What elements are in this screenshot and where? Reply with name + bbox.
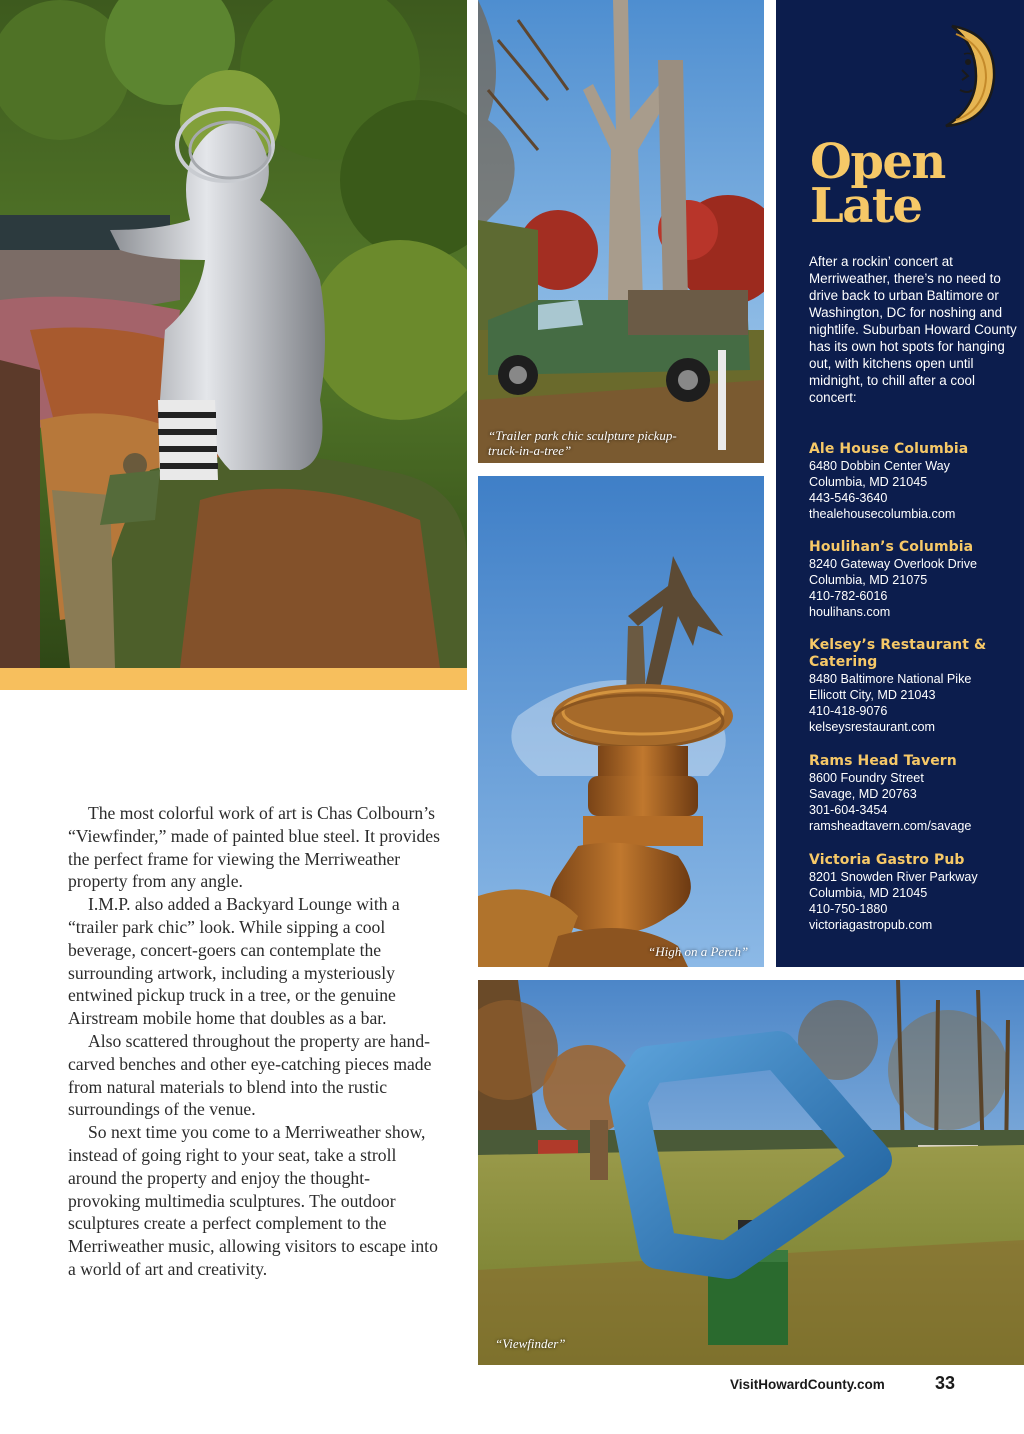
- venue-city: Columbia, MD 21045: [809, 886, 928, 900]
- crescent-moon-icon: [916, 24, 996, 128]
- venue-address: 8240 Gateway Overlook Drive: [809, 557, 977, 571]
- truck-photo-caption: “Trailer park chic sculpture pickup-truck-in-a-tree”: [488, 428, 677, 458]
- venue-phone: 301-604-3454: [809, 803, 888, 817]
- body-paragraph: Also scattered throughout the property are hand-carved benches and other eye-catching pieces made from natural materials to blend into the rustic surroundings of the venue.: [68, 1030, 432, 1120]
- venue-city: Columbia, MD 21045: [809, 475, 928, 489]
- venue-website: houlihans.com: [809, 605, 891, 619]
- venue-listing: [809, 753, 1021, 834]
- venue-address: 8480 Baltimore National Pike: [809, 672, 972, 686]
- venue-city: Savage, MD 20763: [809, 787, 917, 801]
- venue-phone: 410-782-6016: [809, 589, 888, 603]
- perch-photo-caption: “High on a Perch”: [648, 944, 749, 959]
- venue-address: 8201 Snowden River Parkway: [809, 870, 978, 884]
- open-late-sidebar: [776, 0, 1024, 967]
- viewfinder-sculpture-photo: [478, 980, 1024, 1365]
- venue-name: Ale House Columbia: [809, 441, 969, 457]
- venue-listing: [809, 441, 1021, 522]
- truck-in-tree-photo: [478, 0, 764, 463]
- page-number: 33: [935, 1373, 956, 1393]
- body-paragraph: I.M.P. also added a Backyard Lounge with a “trailer park chic” look. While sipping a cool beverage, concert-goers can contemplate the surrounding artwork, including a mysteriously entwined pickup truck in a tree, or the genuine Airstream mobile home that doubles as a bar.: [68, 894, 400, 1029]
- venue-city: Ellicott City, MD 21043: [809, 688, 936, 702]
- venue-name: Victoria Gastro Pub: [809, 852, 965, 868]
- body-paragraph: The most colorful work of art is Chas Colbourn’s “Viewfinder,” made of painted blue steel. It provides the perfect frame for viewing the Merriweather property from any angle.: [68, 803, 440, 892]
- venue-listing: [809, 539, 1021, 620]
- venue-website: thealehousecolumbia.com: [809, 507, 956, 521]
- venue-name: Kelsey’s Restaurant & Catering: [809, 637, 987, 670]
- venue-website: kelseysrestaurant.com: [809, 720, 935, 734]
- venue-website: victoriagastropub.com: [809, 918, 933, 932]
- venue-website: ramsheadtavern.com/savage: [809, 819, 972, 833]
- venue-name: Houlihan’s Columbia: [809, 539, 974, 555]
- high-on-a-perch-photo: [478, 476, 764, 967]
- sidebar-title-line: Open: [810, 134, 945, 190]
- venue-address: 8600 Foundry Street: [809, 771, 924, 785]
- sidebar-title: [810, 134, 945, 234]
- venue-phone: 443-546-3640: [809, 491, 888, 505]
- amphitheater-sculpture-photo: [0, 0, 467, 668]
- sidebar-intro: After a rockin’ concert at Merriweather, there’s no need to drive back to urban Baltimore or Washington, DC for noshing and nightlife. Suburban Howard County has its own hot spots for hanging out, with kitchens open until midnight, to chill after a cool concert:: [809, 254, 1017, 405]
- venue-city: Columbia, MD 21075: [809, 573, 928, 587]
- footer-website: VisitHowardCounty.com: [730, 1377, 885, 1392]
- article-body: [68, 802, 440, 1281]
- venue-name: Rams Head Tavern: [809, 753, 957, 769]
- venue-listing: [809, 637, 1021, 735]
- body-paragraph: So next time you come to a Merriweather show, instead of going right to your seat, take a stroll around the property and enjoy the thought-provoking multimedia sculptures. The outdoor sculptures create a perfect complement to the Merriweather music, allowing visitors to escape into a world of art and creativity.: [68, 1122, 438, 1279]
- venue-listing: [809, 852, 1021, 933]
- venue-phone: 410-418-9076: [809, 704, 888, 718]
- sidebar-title-line: Late: [810, 178, 922, 234]
- venue-phone: 410-750-1880: [809, 902, 888, 916]
- venue-address: 6480 Dobbin Center Way: [809, 459, 950, 473]
- gold-accent-band: [0, 668, 467, 690]
- viewfinder-photo-caption: “Viewfinder”: [495, 1336, 566, 1351]
